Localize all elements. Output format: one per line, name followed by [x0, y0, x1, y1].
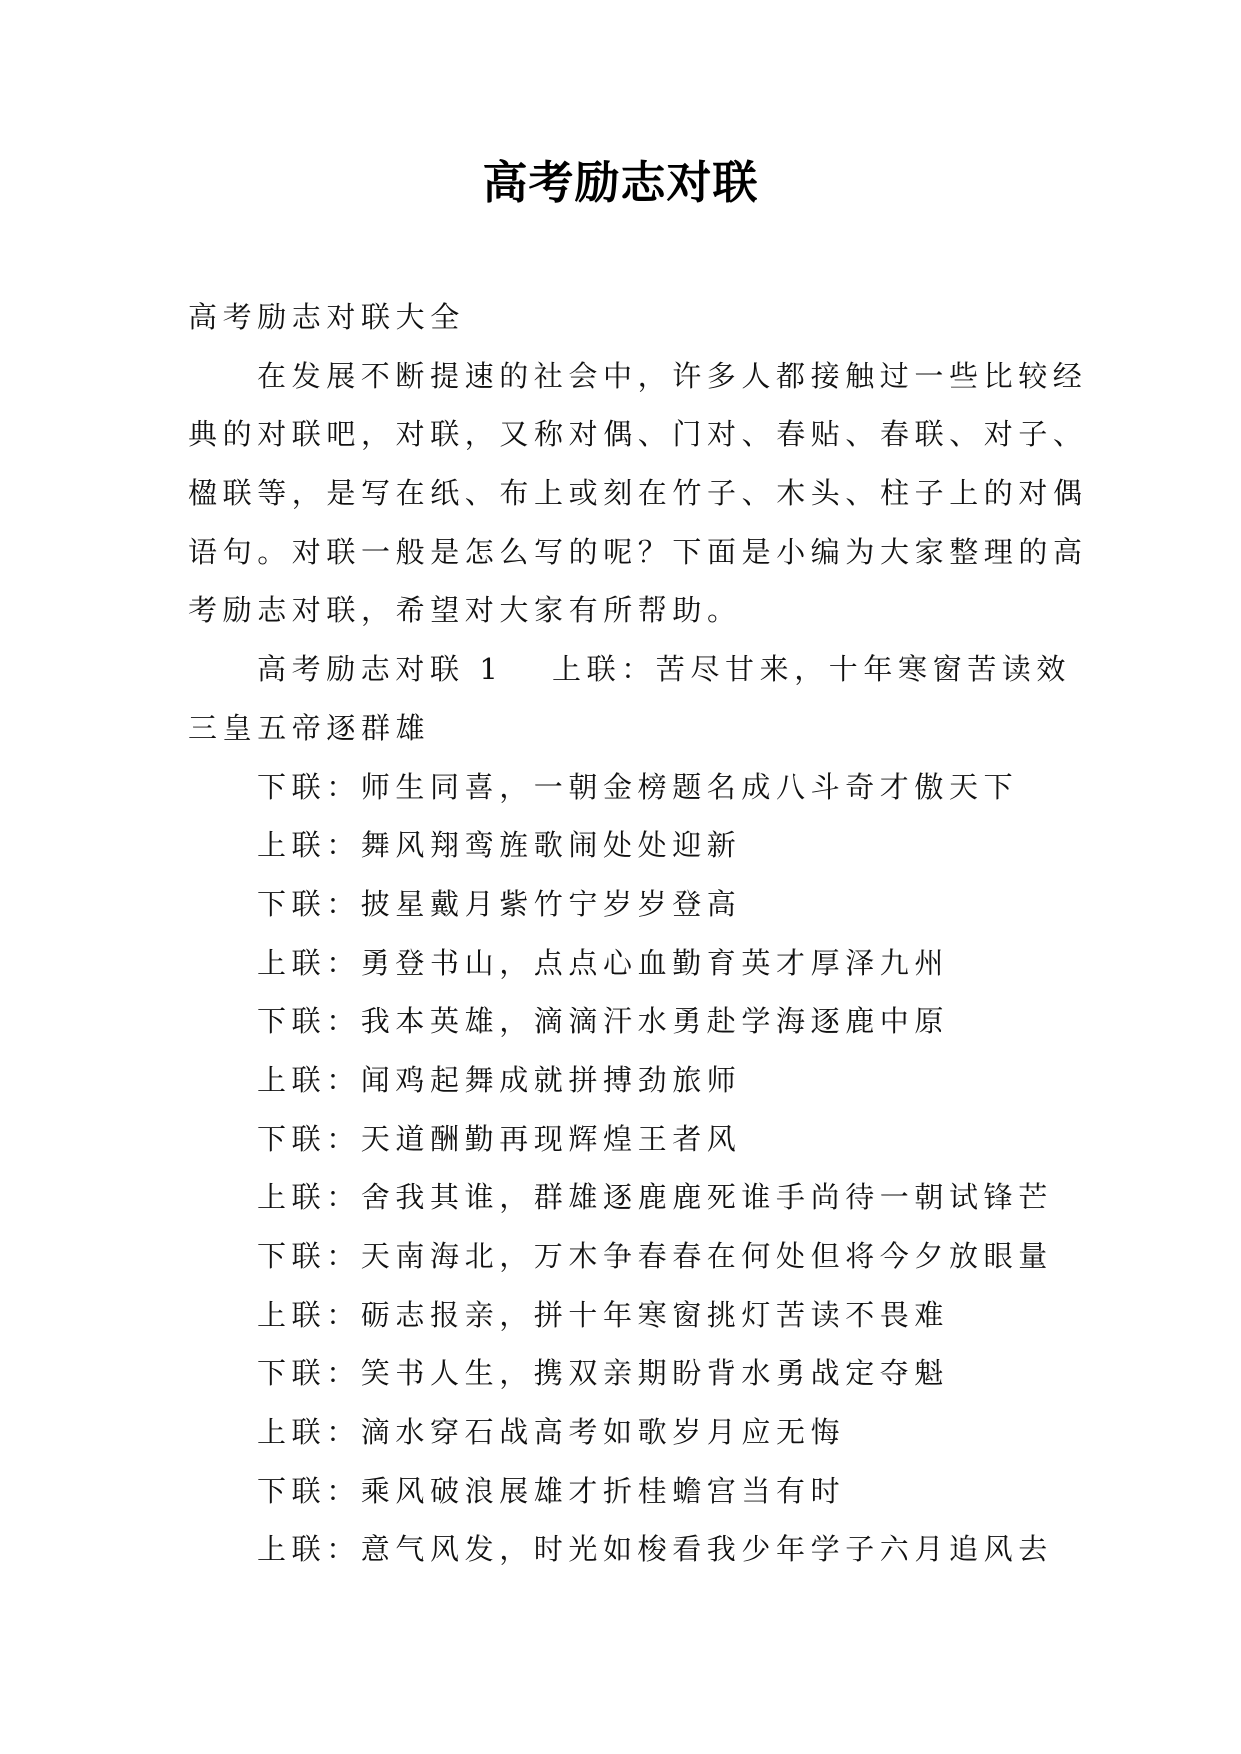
couplet-line: 上联：意气风发，时光如梭看我少年学子六月追风去: [257, 1532, 1053, 1567]
intro-paragraph-line: 典的对联吧，对联，又称对偶、门对、春贴、春联、对子、: [188, 417, 1088, 452]
couplet-line: 上联：砺志报亲，拼十年寒窗挑灯苦读不畏难: [257, 1297, 950, 1332]
couplet-line: 下联：披星戴月紫竹宁岁岁登高: [257, 886, 742, 921]
couplet-line: 上联：舞风翔鸾旌歌闹处处迎新: [257, 828, 742, 863]
couplet-line: 下联：笑书人生，携双亲期盼背水勇战定夺魁: [257, 1356, 950, 1391]
couplet-line: 下联：师生同喜，一朝金榜题名成八斗奇才傲天下: [257, 769, 1019, 804]
document-body: [188, 288, 1188, 1579]
section-heading-line: [188, 640, 1188, 699]
document-subtitle: 高考励志对联大全: [188, 300, 465, 334]
couplet-line: 上联：苦尽甘来，十年寒窗苦读效: [552, 652, 1072, 687]
couplet-line: 下联：天南海北，万木争春春在何处但将今夕放眼量: [257, 1239, 1053, 1273]
intro-paragraph-line: 考励志对联，希望对大家有所帮助。: [188, 593, 742, 628]
couplet-line: 下联：乘风破浪展雄才折桂蟾宫当有时: [257, 1473, 846, 1508]
intro-paragraph-line: 语句。对联一般是怎么写的呢？下面是小编为大家整理的高: [188, 534, 1088, 569]
intro-paragraph-line: 在发展不断提速的社会中，许多人都接触过一些比较经: [257, 358, 1088, 393]
couplet-line: 上联：舍我其谁，群雄逐鹿鹿死谁手尚待一朝试锋芒: [257, 1180, 1053, 1215]
section-heading: 高考励志对联 1: [257, 652, 504, 687]
couplet-line: 上联：勇登书山，点点心血勤育英才厚泽九州: [257, 945, 950, 980]
couplet-line: 上联：滴水穿石战高考如歌岁月应无悔: [257, 1415, 846, 1450]
document-title: 高考励志对联: [482, 156, 759, 209]
couplet-continuation-line: 三皇五帝逐群雄: [188, 710, 431, 745]
couplet-line: 上联：闻鸡起舞成就拼搏劲旅师: [257, 1062, 742, 1097]
couplet-line: 下联：我本英雄，滴滴汗水勇赴学海逐鹿中原: [257, 1004, 950, 1039]
couplet-line: 下联：天道酬勤再现辉煌王者风: [257, 1121, 742, 1156]
intro-paragraph-line: 楹联等，是写在纸、布上或刻在竹子、木头、柱子上的对偶: [188, 476, 1088, 511]
